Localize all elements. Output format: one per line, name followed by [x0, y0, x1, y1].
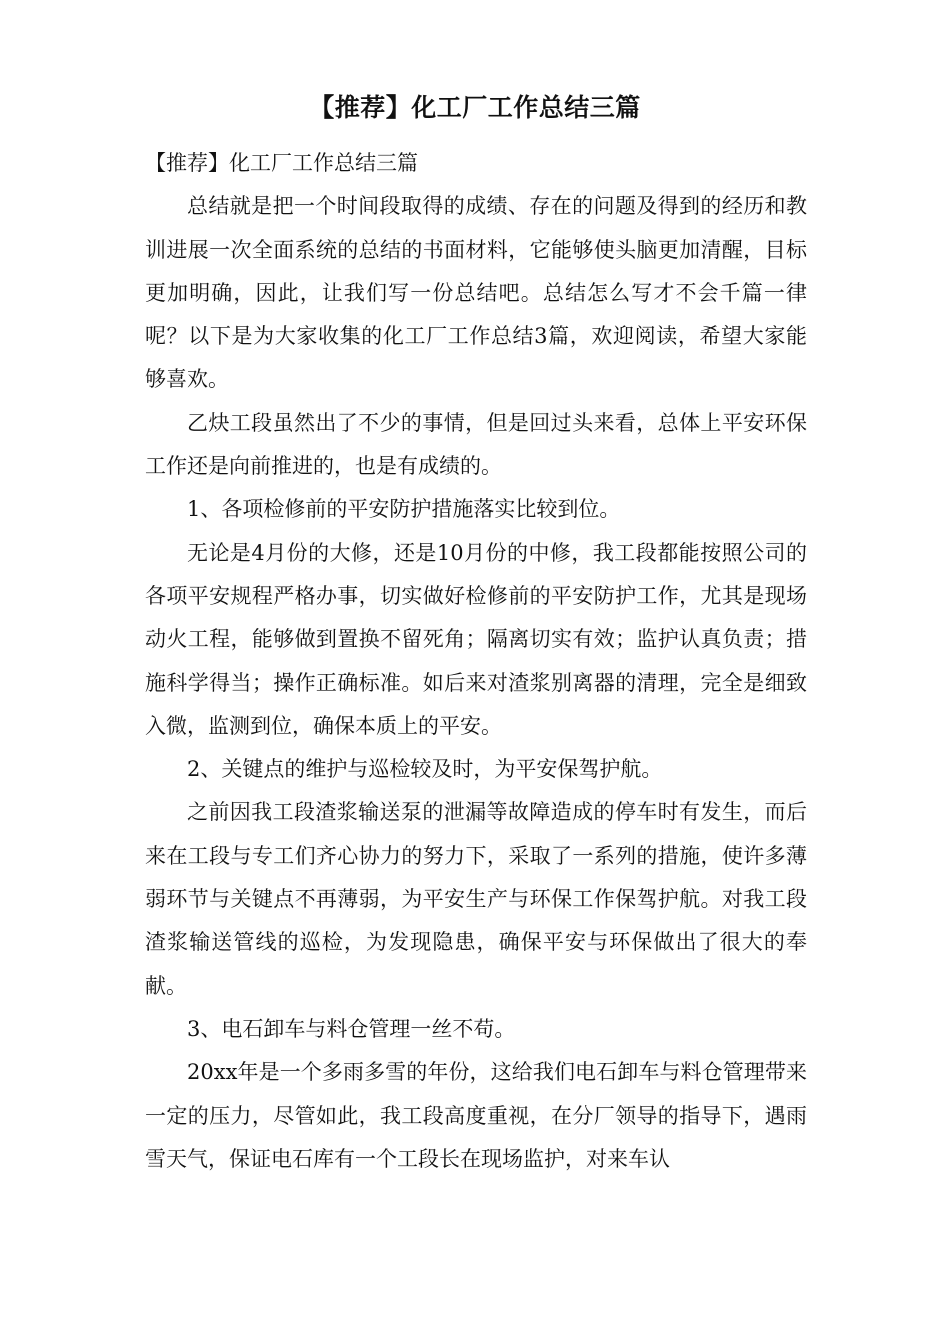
paragraph-section-3: 20xx年是一个多雨多雪的年份，这给我们电石卸车与料仓管理带来一定的压力，尽管如此，我工段高度重视，在分厂领导的指导下，遇雨雪天气，保证电石库有一个工段长在现场监护，对来车认: [145, 1060, 807, 1171]
document-title: 【推荐】化工厂工作总结三篇: [309, 93, 641, 122]
section-heading-2: 2、关键点的维护与巡检较及时，为平安保驾护航。: [187, 757, 663, 782]
paragraph-overview: 乙炔工段虽然出了不少的事情，但是回过头来看，总体上平安环保工作还是向前推进的，也是有成绩的。: [145, 410, 807, 479]
document-body: [145, 142, 807, 1181]
paragraph-intro: 总结就是把一个时间段取得的成绩、存在的问题及得到的经历和教训进展一次全面系统的总结的书面材料，它能够使头脑更加清醒，目标更加明确，因此，让我们写一份总结吧。总结怎么写才不会千篇一律呢？以下是为大家收集的化工厂工作总结3篇，欢迎阅读，希望大家能够喜欢。: [145, 194, 807, 392]
section-heading-3: 3、电石卸车与料仓管理一丝不苟。: [187, 1016, 516, 1041]
section-heading-1: 1、各项检修前的平安防护措施落实比较到位。: [187, 497, 621, 522]
paragraph-section-2: 之前因我工段渣浆输送泵的泄漏等故障造成的停车时有发生，而后来在工段与专工们齐心协力的努力下，采取了一系列的措施，使许多薄弱环节与关键点不再薄弱，为平安生产与环保工作保驾护航。对我工段渣浆输送管线的巡检，为发现隐患，确保平安与环保做出了很大的奉献。: [145, 800, 807, 998]
paragraph-section-1: 无论是4月份的大修，还是10月份的中修，我工段都能按照公司的各项平安规程严格办事，切实做好检修前的平安防护工作，尤其是现场动火工程，能够做到置换不留死角；隔离切实有效；监护认真负责；措施科学得当；操作正确标准。如后来对渣浆别离器的清理，完全是细致入微，监测到位，确保本质上的平安。: [145, 540, 807, 738]
paragraph-subtitle: 【推荐】化工厂工作总结三篇: [145, 151, 418, 175]
